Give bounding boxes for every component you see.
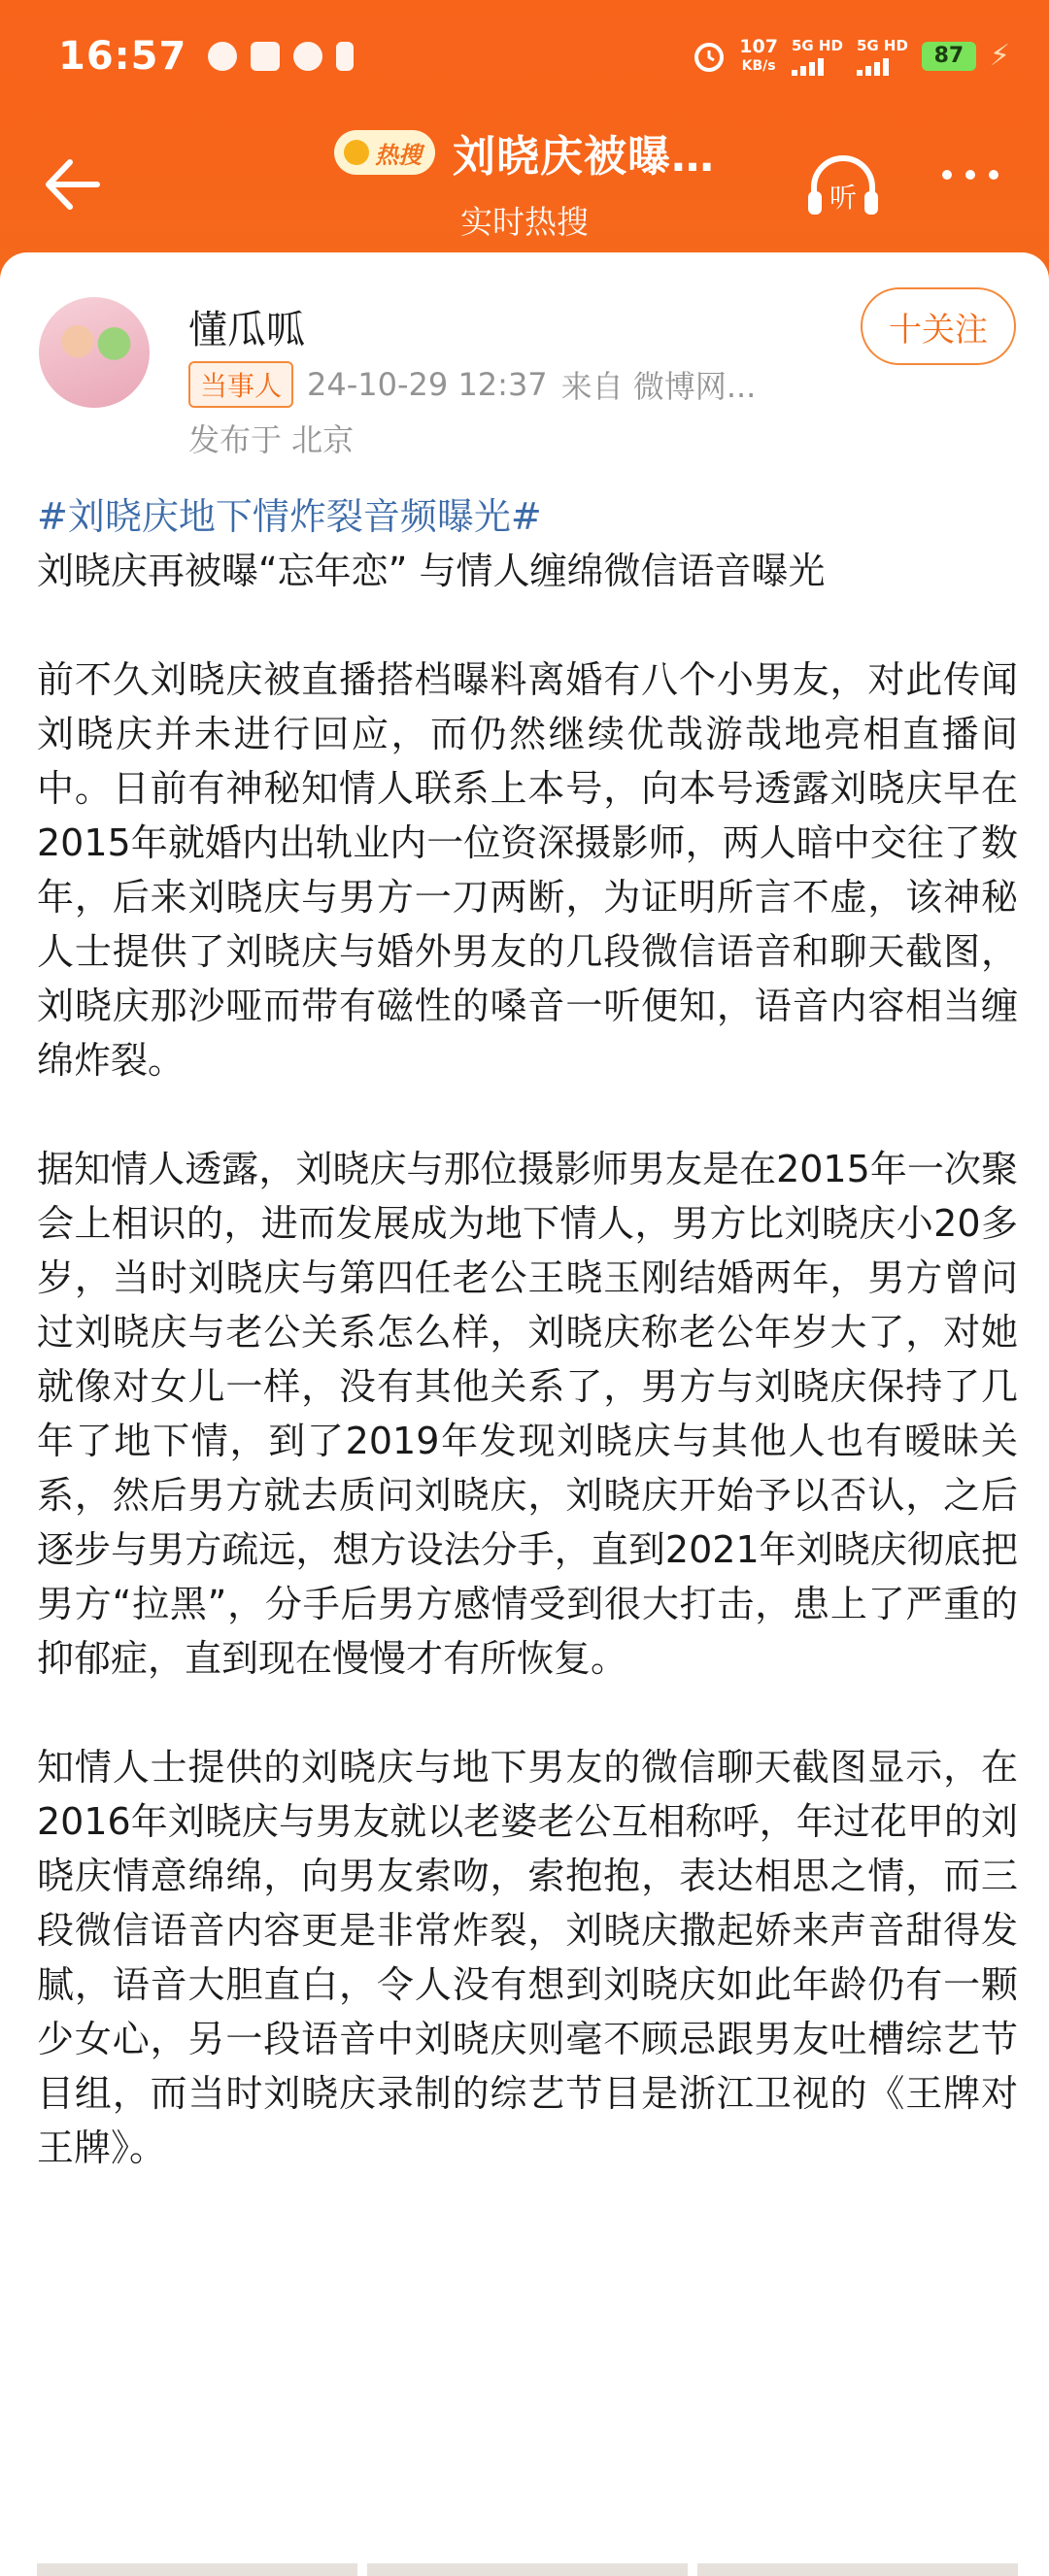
post-headline: 刘晓庆再被曝“忘年恋” 与情人缠绵微信语音曝光 [37, 550, 826, 592]
sim2-signal [857, 37, 908, 76]
network-speed [739, 37, 778, 76]
status-time: 16:57 [58, 33, 187, 79]
message-icon [293, 42, 322, 71]
author-tag: 当事人 [188, 361, 293, 408]
signal-bars-icon [857, 54, 908, 76]
avatar[interactable] [39, 297, 150, 408]
battery-level: 87 [922, 42, 976, 71]
top-header [0, 0, 1049, 282]
post-paragraph: 据知情人透露，刘晓庆与那位摄影师男友是在2015年一次聚会上相识的，进而发展成为地下情人，男方比刘晓庆小20多岁，当时刘晓庆与第四任老公王晓玉刚结婚两年，男方曾问过刘晓庆与老公关系怎么样，刘晓庆称老公年岁大了，对她就像对女儿一样，没有其他关系了，男方与刘晓庆保持了几年了地下情，到了2019年发现刘晓庆与其他人也有暧昧关系，然后男方就去质问刘晓庆，刘晓庆开始予以否认，之后逐步与男方疏远，想方设法分手，直到2021年刘晓庆彻底把男方“拉黑”，分手后男方感情受到很大打击，患上了严重的抑郁症，直到现在慢慢才有所恢复。 [37, 1148, 1018, 1680]
page-title: 刘晓庆被曝… [453, 132, 715, 182]
flame-icon [344, 140, 369, 165]
penguin-app-icon [208, 42, 237, 71]
image-thumbnail[interactable] [367, 2563, 688, 2576]
status-right [693, 37, 1010, 76]
listen-headphones-icon[interactable] [802, 151, 884, 224]
page-subtitle: 实时热搜 [460, 203, 589, 241]
listen-label: 听 [829, 182, 858, 214]
post-paragraph: 前不久刘晓庆被直播搭档曝料离婚有八个小男友，对此传闻刘晓庆并未进行回应，而仍然继续优哉游哉地亮相直播间中。日前有神秘知情人联系上本号，向本号透露刘晓庆早在2015年就婚内出轨业内一位资深摄影师，两人暗中交往了数年，后来刘晓庆与男方一刀两断，为证明所言不虚，该神秘人士提供了刘晓庆与婚外男友的几段微信语音和聊天截图，刘晓庆那沙哑而带有磁性的嗓音一听便知，语音内容相当缠绵炸裂。 [37, 658, 1018, 1082]
charging-icon: ⚡ [989, 39, 1010, 73]
post-card [0, 252, 1049, 2576]
sim-icon [336, 42, 354, 71]
notification-icons [208, 42, 354, 71]
hot-badge-label: 热搜 [375, 141, 422, 169]
signal-bars-icon [792, 54, 843, 76]
speed-value: 107 [739, 35, 778, 57]
post-meta [188, 361, 756, 408]
post-paragraph: 知情人士提供的刘晓庆与地下男友的微信聊天截图显示，在2016年刘晓庆与男友就以老婆老公互相称呼，年过花甲的刘晓庆情意绵绵，向男友索吻，索抱抱，表达相思之情，而三段微信语音内容更是非常炸裂，刘晓庆撒起娇来声音甜得发腻，语音大胆直白，令人没有想到刘晓庆如此年龄仍有一颗少女心，另一段语音中刘晓庆则毫不顾忌跟男友吐槽综艺节目组，而当时刘晓庆录制的综艺节目是浙江卫视的《王牌对王牌》。 [37, 1746, 1018, 2169]
alarm-icon [693, 40, 726, 73]
image-thumbnails[interactable] [37, 2563, 1018, 2576]
post-location: 发布于 北京 [188, 421, 355, 458]
image-thumbnail[interactable] [697, 2563, 1018, 2576]
sim1-signal [792, 37, 843, 76]
post-source: 来自 微博网... [560, 368, 757, 405]
speed-unit: KB/s [741, 57, 776, 74]
gallery-app-icon [251, 42, 280, 71]
nav-bar [0, 112, 1049, 252]
post-datetime: 24-10-29 12:37 [307, 366, 548, 403]
sim2-label: 5G HD [856, 36, 908, 54]
author-section [0, 252, 1049, 476]
sim1-label: 5G HD [791, 36, 843, 54]
image-thumbnail[interactable] [37, 2563, 357, 2576]
status-bar [0, 0, 1049, 112]
nav-center [0, 121, 1049, 243]
hashtag-link[interactable]: #刘晓庆地下情炸裂音频曝光# [37, 495, 542, 538]
more-options-icon[interactable] [942, 170, 998, 180]
post-content [37, 489, 1018, 2175]
hot-search-badge [334, 130, 435, 175]
author-name[interactable]: 懂瓜呱 [188, 308, 305, 352]
follow-button[interactable]: 十关注 [861, 287, 1016, 365]
